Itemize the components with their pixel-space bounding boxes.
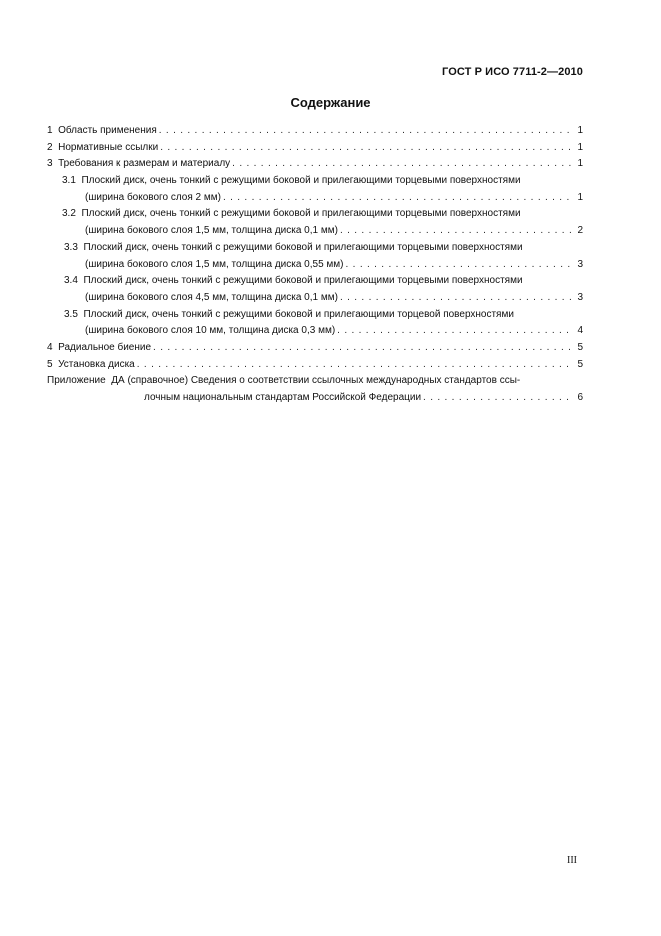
dot-leader	[423, 390, 573, 407]
table-of-contents	[47, 123, 583, 407]
toc-entry-3-4-line1[interactable]	[47, 273, 583, 290]
toc-entry-3-1-line2[interactable]	[47, 190, 583, 207]
toc-text: лочным национальным стандартам Российской Федерации	[144, 392, 422, 403]
toc-text: Нормативные ссылки	[58, 141, 159, 153]
dot-leader	[346, 257, 573, 274]
toc-text: (ширина бокового слоя 10 мм, толщина диска 0,3 мм)	[85, 325, 336, 337]
toc-entry-3-5-line1[interactable]	[47, 307, 583, 324]
toc-number: 3	[47, 158, 53, 170]
toc-text: Плоский диск, очень тонкий с режущими боковой и прилегающими торцевой поверхностями	[83, 308, 514, 320]
page-number: III	[567, 855, 577, 866]
toc-page: 1	[577, 125, 583, 136]
toc-page: 4	[577, 325, 583, 337]
toc-text: (ширина бокового слоя 4,5 мм, толщина диска 0,1 мм)	[85, 291, 338, 303]
toc-page: 5	[577, 358, 583, 370]
toc-number: 2	[47, 141, 53, 153]
toc-number: 3.3	[64, 241, 78, 253]
toc-entry-1[interactable]	[47, 123, 583, 140]
dot-leader	[223, 190, 573, 207]
toc-number: 3.4	[64, 275, 78, 287]
toc-appendix-line2[interactable]	[47, 390, 583, 407]
toc-text: Радиальное биение	[58, 341, 152, 353]
toc-appendix-line1[interactable]	[47, 373, 583, 390]
toc-number: 5	[47, 358, 53, 370]
toc-text: Плоский диск, очень тонкий с режущими боковой и прилегающими торцевыми поверхностями	[83, 275, 523, 287]
toc-entry-3-1-line1[interactable]	[47, 173, 583, 190]
toc-page: 6	[577, 392, 583, 403]
toc-entry-4[interactable]	[47, 340, 583, 357]
toc-text: (ширина бокового слоя 2 мм)	[85, 191, 221, 203]
toc-number: 3.5	[64, 308, 78, 320]
toc-text: ДА (справочное) Сведения о соответствии ссылочных международных стандартов ссы-	[111, 375, 521, 387]
dot-leader	[137, 357, 573, 374]
toc-text: (ширина бокового слоя 1,5 мм, толщина диска 0,55 мм)	[85, 258, 344, 270]
toc-text: Установка диска	[58, 358, 135, 370]
dot-leader	[160, 140, 573, 157]
toc-page: 1	[577, 141, 583, 153]
toc-text: Плоский диск, очень тонкий с режущими боковой и прилегающими торцевыми поверхностями	[83, 241, 523, 253]
toc-entry-3-3-line2[interactable]	[47, 257, 583, 274]
toc-text: Область применения	[58, 125, 157, 136]
appendix-label: Приложение	[47, 375, 106, 387]
toc-text: Требования к размерам и материалу	[58, 158, 231, 170]
page-title: Содержание	[290, 95, 371, 110]
dot-leader	[232, 156, 573, 173]
toc-page: 5	[577, 341, 583, 353]
toc-entry-3-4-line2[interactable]	[47, 290, 583, 307]
toc-entry-5[interactable]	[47, 357, 583, 374]
toc-number: 3.2	[62, 208, 76, 220]
toc-page: 1	[577, 158, 583, 170]
dot-leader	[337, 323, 573, 340]
toc-page: 3	[577, 291, 583, 303]
toc-text: (ширина бокового слоя 1,5 мм, толщина диска 0,1 мм)	[85, 225, 338, 237]
toc-entry-3-5-line2[interactable]	[47, 323, 583, 340]
toc-page: 1	[577, 191, 583, 203]
toc-number: 4	[47, 341, 53, 353]
document-code: ГОСТ Р ИСО 7711-2—2010	[442, 66, 583, 78]
toc-entry-2[interactable]	[47, 140, 583, 157]
toc-number: 3.1	[62, 175, 76, 187]
toc-number: 1	[47, 125, 53, 136]
dot-leader	[340, 223, 573, 240]
dot-leader	[340, 290, 573, 307]
toc-entry-3-2-line2[interactable]	[47, 223, 583, 240]
toc-entry-3[interactable]	[47, 156, 583, 173]
toc-text: Плоский диск, очень тонкий с режущими боковой и прилегающими торцевыми поверхностями	[81, 175, 521, 187]
toc-page: 2	[577, 225, 583, 237]
toc-page: 3	[577, 258, 583, 270]
toc-text: Плоский диск, очень тонкий с режущими боковой и прилегающими торцевыми поверхностями	[81, 208, 521, 220]
toc-entry-3-2-line1[interactable]	[47, 206, 583, 223]
toc-entry-3-3-line1[interactable]	[47, 240, 583, 257]
dot-leader	[159, 123, 573, 140]
dot-leader	[153, 340, 573, 357]
